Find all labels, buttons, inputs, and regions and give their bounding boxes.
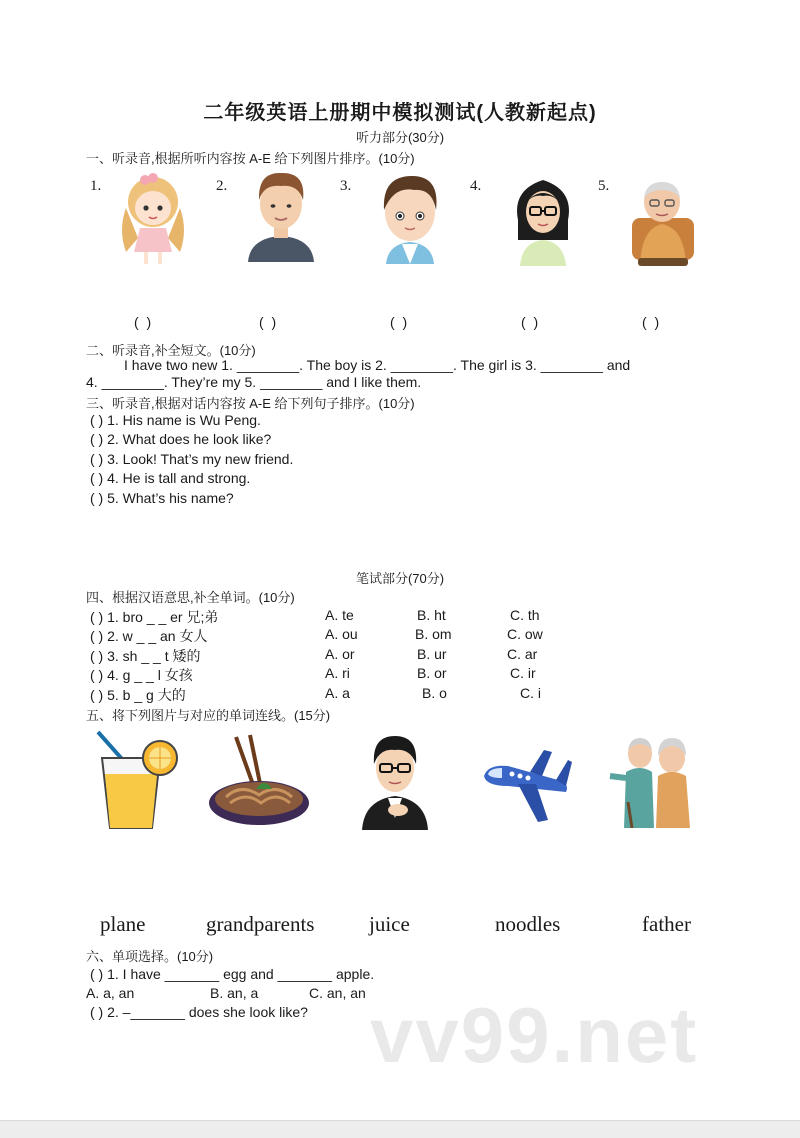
spelling-question-3: ( ) 3. sh _ _ t 矮的 bbox=[90, 648, 201, 664]
choice-option-a: A. a, an bbox=[86, 985, 135, 1001]
dialog-sentence-4: ( ) 4. He is tall and strong. bbox=[90, 470, 251, 486]
page-bottom-edge bbox=[0, 1120, 800, 1138]
option-a-3: A. or bbox=[325, 646, 355, 662]
section-6-heading: 六、单项选择。(10分) bbox=[86, 949, 214, 964]
father-picture bbox=[358, 728, 432, 830]
boy-picture bbox=[374, 170, 446, 264]
answer-paren-4[interactable]: ( ) bbox=[521, 314, 541, 330]
choice-option-b: B. an, a bbox=[210, 985, 259, 1001]
word-juice[interactable]: juice bbox=[369, 912, 410, 936]
answer-paren-1[interactable]: ( ) bbox=[134, 314, 154, 330]
spelling-question-4: ( ) 4. g _ _ l 女孩 bbox=[90, 667, 193, 683]
option-b-5: B. o bbox=[422, 685, 447, 701]
fill-text-line-1: I have two new 1. ________. The boy is 2. ________. The girl is 3. ________ and bbox=[124, 357, 631, 373]
picture-number-2: 2. bbox=[216, 178, 228, 194]
word-plane[interactable]: plane bbox=[100, 912, 146, 936]
picture-number-3: 3. bbox=[340, 178, 352, 194]
option-a-2: A. ou bbox=[325, 626, 358, 642]
option-c-4: C. ir bbox=[510, 665, 536, 681]
option-c-3: C. ar bbox=[507, 646, 538, 662]
grandparents-picture bbox=[606, 732, 702, 828]
noodles-picture bbox=[206, 733, 312, 833]
section-1-heading: 一、听录音,根据所听内容按 A-E 给下列图片排序。(10分) bbox=[86, 151, 415, 166]
choice-question-2: ( ) 2. –_______ does she look like? bbox=[90, 1004, 308, 1020]
answer-paren-5[interactable]: ( ) bbox=[642, 314, 662, 330]
man-picture bbox=[246, 166, 316, 262]
plane-picture bbox=[478, 746, 574, 828]
woman-picture bbox=[508, 170, 578, 266]
section-4-heading: 四、根据汉语意思,补全单词。(10分) bbox=[86, 590, 295, 605]
option-c-5: C. i bbox=[520, 685, 541, 701]
choice-option-c: C. an, an bbox=[309, 985, 366, 1001]
section-3-heading: 三、听录音,根据对话内容按 A-E 给下列句子排序。(10分) bbox=[86, 396, 415, 411]
grandpa-picture bbox=[624, 168, 700, 268]
listening-header: 听力部分(30分) bbox=[355, 130, 445, 145]
spelling-question-5: ( ) 5. b _ g 大的 bbox=[90, 687, 186, 703]
option-b-1: B. ht bbox=[417, 607, 446, 623]
word-father[interactable]: father bbox=[642, 912, 691, 936]
option-a-1: A. te bbox=[325, 607, 354, 623]
dialog-sentence-2: ( ) 2. What does he look like? bbox=[90, 431, 272, 447]
watermark: vv99.net bbox=[370, 991, 699, 1079]
spelling-question-2: ( ) 2. w _ _ an 女人 bbox=[90, 628, 208, 644]
answer-paren-2[interactable]: ( ) bbox=[259, 314, 279, 330]
writing-header: 笔试部分(70分) bbox=[355, 571, 445, 586]
juice-picture bbox=[90, 728, 182, 832]
option-a-4: A. ri bbox=[325, 665, 350, 681]
option-a-5: A. a bbox=[325, 685, 350, 701]
fill-text-line-2: 4. ________. They’re my 5. ________ and I like them. bbox=[86, 374, 422, 390]
option-c-2: C. ow bbox=[507, 626, 543, 642]
word-grandparents[interactable]: grandparents bbox=[206, 912, 315, 936]
picture-number-5: 5. bbox=[598, 178, 610, 194]
dialog-sentence-1: ( ) 1. His name is Wu Peng. bbox=[90, 412, 261, 428]
girl-picture bbox=[112, 168, 194, 266]
choice-question-1: ( ) 1. I have _______ egg and _______ apple. bbox=[90, 966, 375, 982]
picture-number-1: 1. bbox=[90, 178, 102, 194]
option-b-2: B. om bbox=[415, 626, 452, 642]
dialog-sentence-3: ( ) 3. Look! That’s my new friend. bbox=[90, 451, 294, 467]
section-5-heading: 五、将下列图片与对应的单词连线。(15分) bbox=[86, 708, 331, 723]
word-noodles[interactable]: noodles bbox=[495, 912, 561, 936]
dialog-sentence-5: ( ) 5. What’s his name? bbox=[90, 490, 234, 506]
picture-number-4: 4. bbox=[470, 178, 482, 194]
option-b-4: B. or bbox=[417, 665, 447, 681]
option-b-3: B. ur bbox=[417, 646, 447, 662]
page-title: 二年级英语上册期中模拟测试(人教新起点) bbox=[203, 102, 597, 124]
spelling-question-1: ( ) 1. bro _ _ er 兄;弟 bbox=[90, 609, 219, 625]
section-2-heading: 二、听录音,补全短文。(10分) bbox=[86, 343, 256, 358]
option-c-1: C. th bbox=[510, 607, 540, 623]
answer-paren-3[interactable]: ( ) bbox=[390, 314, 410, 330]
